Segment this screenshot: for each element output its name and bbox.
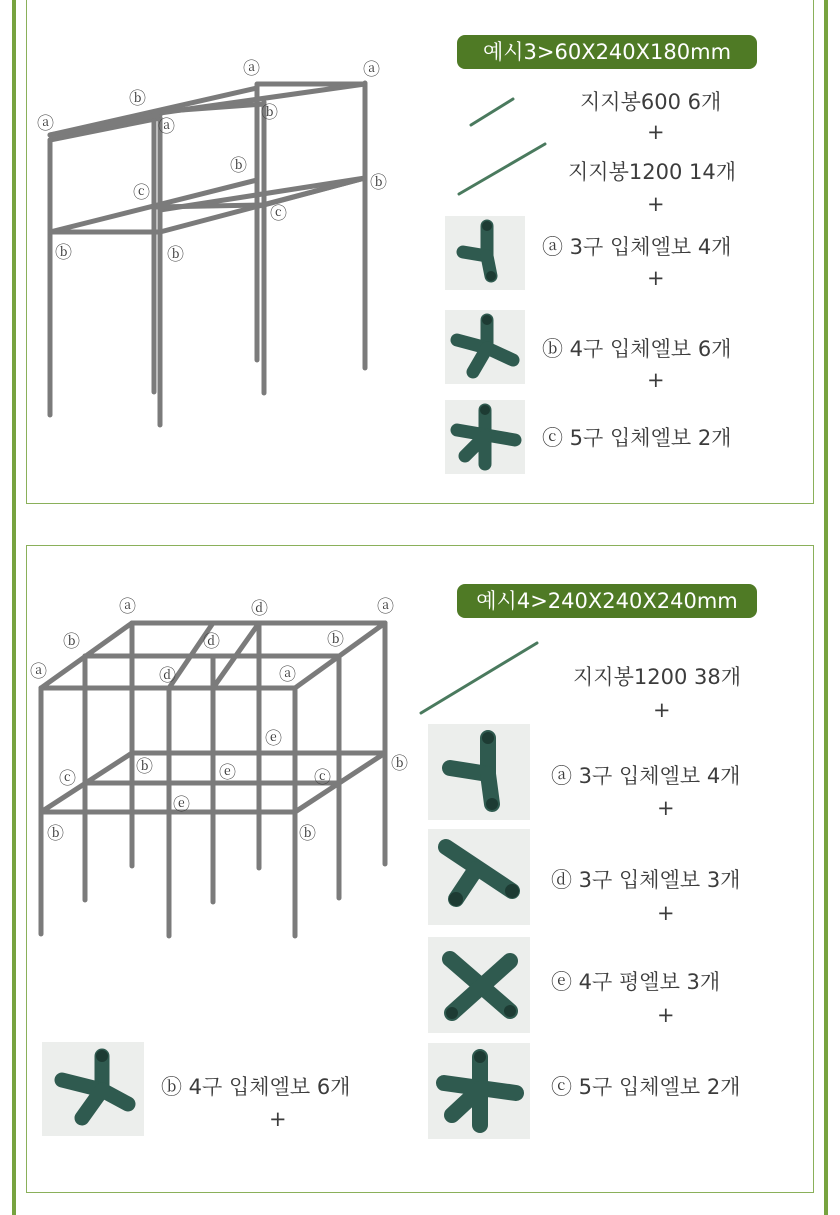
diagram3-label-c: ⓒ <box>270 204 287 224</box>
diagram3-label-a: ⓐ <box>363 60 380 80</box>
diagram4-label-a: ⓐ <box>119 597 136 617</box>
diagram4-label-b: ⓑ <box>63 632 80 652</box>
rod-1200-image <box>417 639 542 719</box>
connector-b-photo <box>445 310 525 384</box>
example4-item-text: ⓓ 3구 입체엘보 3개 <box>551 868 741 892</box>
diagram4-label-b: ⓑ <box>327 630 344 650</box>
plus-sign: + <box>657 901 675 925</box>
connector-b-photo <box>42 1042 144 1136</box>
example4-item-text: ⓔ 4구 평엘보 3개 <box>551 970 721 994</box>
right-green-rail <box>824 0 828 1215</box>
diagram3-label-b: ⓑ <box>167 245 184 265</box>
example3-item-text: ⓐ 3구 입체엘보 4개 <box>542 235 732 259</box>
connector-c-photo <box>445 400 525 474</box>
connector-c-photo <box>428 1043 530 1139</box>
example4-item-text: ⓐ 3구 입체엘보 4개 <box>551 764 741 788</box>
diagram3-label-c: ⓒ <box>133 183 150 203</box>
plus-sign: + <box>647 266 665 290</box>
diagram4-label-a: ⓐ <box>279 665 296 685</box>
plus-sign: + <box>647 368 665 392</box>
example3-item-text: ⓑ 4구 입체엘보 6개 <box>542 337 732 361</box>
plus-sign: + <box>653 698 671 722</box>
rod-600-image <box>467 95 517 130</box>
diagram3-label-b: ⓑ <box>261 103 278 123</box>
example4-item-text: ⓑ 4구 입체엘보 6개 <box>161 1075 351 1099</box>
diagram4-label-e: ⓔ <box>173 795 190 815</box>
example4-item-text: 지지봉1200 38개 <box>573 665 741 689</box>
plus-sign: + <box>647 192 665 216</box>
diagram3-label-a: ⓐ <box>243 59 260 79</box>
diagram4-label-e: ⓔ <box>265 729 282 749</box>
example3-item-text: ⓒ 5구 입체엘보 2개 <box>542 426 732 450</box>
diagram4-label-c: ⓒ <box>59 769 76 789</box>
diagram4-label-b: ⓑ <box>299 824 316 844</box>
diagram4-label-b: ⓑ <box>391 754 408 774</box>
plus-sign: + <box>647 120 665 144</box>
plus-sign: + <box>657 796 675 820</box>
diagram3-label-b: ⓑ <box>129 89 146 109</box>
diagram3-label-a: ⓐ <box>158 117 175 137</box>
connector-a-photo <box>445 216 525 290</box>
example3-panel <box>26 0 814 504</box>
connector-a-photo <box>428 724 530 820</box>
diagram3-label-a: ⓐ <box>37 114 54 134</box>
diagram4-label-d: ⓓ <box>251 599 268 619</box>
plus-sign: + <box>269 1107 287 1131</box>
example4-title: 예시4>240X240X240mm <box>457 584 757 618</box>
diagram4-label-d: ⓓ <box>203 632 220 652</box>
diagram4-label-e: ⓔ <box>219 763 236 783</box>
example3-title: 예시3>60X240X180mm <box>457 35 757 69</box>
diagram4-label-a: ⓐ <box>377 597 394 617</box>
diagram3-label-b: ⓑ <box>230 156 247 176</box>
left-green-rail <box>12 0 16 1215</box>
example3-item-text: 지지봉600 6개 <box>580 90 722 114</box>
plus-sign: + <box>657 1003 675 1027</box>
connector-d-photo <box>428 829 530 925</box>
diagram4-label-c: ⓒ <box>314 768 331 788</box>
rod-1200-image <box>455 140 550 200</box>
diagram3-label-b: ⓑ <box>370 173 387 193</box>
connector-e-photo <box>428 937 530 1033</box>
diagram4-label-b: ⓑ <box>136 757 153 777</box>
example4-item-text: ⓒ 5구 입체엘보 2개 <box>551 1075 741 1099</box>
example3-frame-diagram <box>27 0 427 500</box>
example4-panel <box>26 545 814 1193</box>
example3-item-text: 지지봉1200 14개 <box>568 160 736 184</box>
diagram4-label-d: ⓓ <box>159 666 176 686</box>
example4-frame-diagram <box>27 546 427 946</box>
diagram4-label-b: ⓑ <box>47 824 64 844</box>
diagram3-label-b: ⓑ <box>55 243 72 263</box>
diagram4-label-a: ⓐ <box>30 662 47 682</box>
